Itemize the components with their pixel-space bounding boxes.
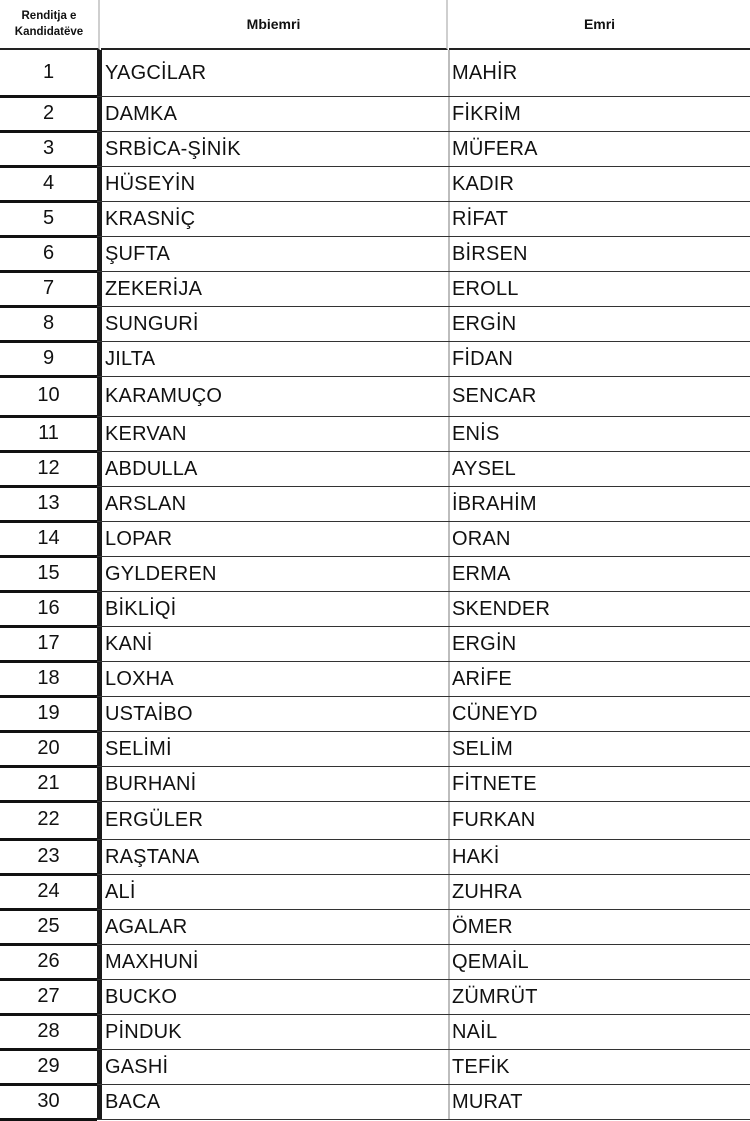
name-cell: BİRSEN (452, 242, 528, 265)
rank-cell: 26 (0, 945, 97, 981)
rank-cell: 27 (0, 980, 97, 1016)
column-divider (448, 202, 450, 236)
name-cell: ERMA (452, 562, 511, 585)
table-row (0, 557, 750, 592)
column-divider (97, 802, 102, 839)
column-divider (97, 132, 102, 166)
name-cell: TEFİK (452, 1055, 510, 1078)
name-cell: FİKRİM (452, 102, 521, 125)
surname-cell: BURHANİ (105, 772, 197, 795)
column-divider (448, 945, 450, 979)
column-divider (448, 522, 450, 556)
table-row (0, 452, 750, 487)
column-divider (97, 592, 102, 626)
column-divider (448, 377, 450, 416)
table-row (0, 840, 750, 875)
surname-cell: RAŞTANA (105, 845, 200, 868)
column-divider (448, 307, 450, 341)
column-divider (97, 97, 102, 131)
table-row (0, 945, 750, 980)
column-divider (97, 840, 102, 874)
rank-cell: 1 (0, 50, 97, 98)
surname-cell: DAMKA (105, 102, 178, 125)
name-cell: AYSEL (452, 457, 516, 480)
column-divider (97, 452, 102, 486)
rank-cell: 7 (0, 272, 97, 308)
rank-cell: 28 (0, 1015, 97, 1051)
column-divider (448, 417, 450, 451)
surname-cell: ŞUFTA (105, 242, 171, 265)
surname-cell: MAXHUNİ (105, 950, 199, 973)
column-divider (448, 167, 450, 201)
column-divider (97, 417, 102, 451)
column-divider (448, 910, 450, 944)
column-divider (97, 377, 102, 416)
rank-cell: 25 (0, 910, 97, 946)
column-divider (97, 522, 102, 556)
name-cell: ERGİN (452, 312, 517, 335)
column-divider (97, 237, 102, 271)
rank-cell: 20 (0, 732, 97, 768)
rank-cell: 16 (0, 592, 97, 628)
column-divider (97, 1015, 102, 1049)
surname-cell: BİKLİQİ (105, 597, 177, 620)
column-divider (97, 697, 102, 731)
name-cell: ERGİN (452, 632, 517, 655)
rank-cell: 15 (0, 557, 97, 593)
column-divider (448, 272, 450, 306)
rank-cell: 30 (0, 1085, 97, 1121)
name-cell: KADIR (452, 172, 515, 195)
surname-cell: KRASNİÇ (105, 207, 196, 230)
rank-cell: 18 (0, 662, 97, 698)
column-divider (97, 980, 102, 1014)
name-cell: FURKAN (452, 809, 536, 831)
name-cell: MÜFERA (452, 137, 538, 160)
surname-cell: KARAMUÇO (105, 385, 223, 407)
column-divider (448, 1085, 450, 1119)
candidate-rows (0, 50, 750, 1120)
surname-cell: USTAİBO (105, 702, 193, 725)
rank-cell: 29 (0, 1050, 97, 1086)
surname-cell: ARSLAN (105, 492, 187, 515)
surname-cell: ERGÜLER (105, 809, 204, 831)
name-cell: SENCAR (452, 385, 537, 407)
table-row (0, 307, 750, 342)
column-divider (448, 237, 450, 271)
table-row (0, 417, 750, 452)
column-divider (97, 945, 102, 979)
surname-cell: HÜSEYİN (105, 172, 196, 195)
table-row (0, 1085, 750, 1120)
name-cell: HAKİ (452, 845, 500, 868)
surname-cell: SUNGURİ (105, 312, 199, 335)
surname-cell: LOXHA (105, 667, 174, 690)
name-cell: CÜNEYD (452, 702, 538, 725)
rank-cell: 14 (0, 522, 97, 558)
column-divider (97, 307, 102, 341)
name-cell: ARİFE (452, 667, 512, 690)
rank-cell: 3 (0, 132, 97, 168)
table-row (0, 167, 750, 202)
table-row (0, 342, 750, 377)
surname-cell: BACA (105, 1090, 161, 1113)
table-row (0, 910, 750, 945)
column-divider (448, 557, 450, 591)
rank-cell: 19 (0, 697, 97, 733)
column-divider (97, 662, 102, 696)
rank-cell: 24 (0, 875, 97, 911)
table-row (0, 980, 750, 1015)
table-row (0, 1015, 750, 1050)
surname-cell: AGALAR (105, 915, 188, 938)
header-rank-line1: Renditja e (21, 10, 77, 22)
column-divider (448, 980, 450, 1014)
column-divider (97, 767, 102, 801)
rank-cell: 11 (0, 417, 97, 453)
column-divider (448, 452, 450, 486)
table-row (0, 592, 750, 627)
table-row (0, 202, 750, 237)
table-row (0, 767, 750, 802)
rank-cell: 17 (0, 627, 97, 663)
table-row (0, 732, 750, 767)
column-divider (97, 1050, 102, 1084)
surname-cell: ABDULLA (105, 457, 198, 480)
column-divider (448, 50, 450, 96)
column-divider (448, 662, 450, 696)
header-surname: Mbiemri (101, 0, 448, 50)
name-cell: ZÜMRÜT (452, 985, 538, 1008)
table-row (0, 662, 750, 697)
surname-cell: KERVAN (105, 422, 187, 445)
table-row (0, 522, 750, 557)
rank-cell: 12 (0, 452, 97, 488)
column-divider (97, 342, 102, 376)
table-row (0, 97, 750, 132)
table-row (0, 50, 750, 97)
rank-cell: 4 (0, 167, 97, 203)
name-cell: SKENDER (452, 597, 551, 620)
rank-cell: 2 (0, 97, 97, 133)
column-divider (97, 875, 102, 909)
rank-cell: 21 (0, 767, 97, 803)
column-divider (448, 342, 450, 376)
column-divider (97, 202, 102, 236)
column-divider (97, 50, 102, 96)
column-divider (97, 1085, 102, 1119)
surname-cell: JILTA (105, 347, 156, 370)
name-cell: RİFAT (452, 207, 509, 230)
name-cell: QEMAİL (452, 950, 529, 973)
surname-cell: GASHİ (105, 1055, 169, 1078)
column-divider (448, 767, 450, 801)
name-cell: ZUHRA (452, 880, 522, 903)
table-row (0, 272, 750, 307)
rank-cell: 9 (0, 342, 97, 378)
table-row (0, 377, 750, 417)
table-row (0, 697, 750, 732)
column-divider (448, 732, 450, 766)
column-divider (97, 732, 102, 766)
surname-cell: GYLDEREN (105, 562, 217, 585)
rank-cell: 5 (0, 202, 97, 238)
surname-cell: SELİMİ (105, 737, 172, 760)
name-cell: MAHİR (452, 61, 518, 84)
name-cell: NAİL (452, 1020, 498, 1043)
name-cell: FİDAN (452, 347, 513, 370)
table-row (0, 802, 750, 840)
column-divider (448, 97, 450, 131)
column-divider (448, 875, 450, 909)
table-row (0, 1050, 750, 1085)
column-divider (448, 697, 450, 731)
column-divider (448, 487, 450, 521)
column-divider (448, 1015, 450, 1049)
surname-cell: SRBİCA-ŞİNİK (105, 137, 241, 160)
rank-cell: 23 (0, 840, 97, 876)
table-row (0, 627, 750, 662)
column-divider (448, 840, 450, 874)
name-cell: FİTNETE (452, 772, 537, 795)
rank-cell: 10 (0, 377, 97, 418)
rank-cell: 22 (0, 802, 97, 841)
surname-cell: KANİ (105, 632, 153, 655)
rank-cell: 8 (0, 307, 97, 343)
name-cell: ORAN (452, 527, 511, 550)
surname-cell: PİNDUK (105, 1020, 182, 1043)
column-divider (97, 167, 102, 201)
column-divider (97, 910, 102, 944)
column-divider (448, 592, 450, 626)
name-cell: İBRAHİM (452, 492, 537, 515)
rank-cell: 13 (0, 487, 97, 523)
surname-cell: YAGCİLAR (105, 61, 207, 84)
table-row (0, 237, 750, 272)
surname-cell: LOPAR (105, 527, 173, 550)
surname-cell: ZEKERİJA (105, 277, 203, 300)
surname-cell: ALİ (105, 880, 136, 903)
rank-cell: 6 (0, 237, 97, 273)
table-row (0, 875, 750, 910)
name-cell: EROLL (452, 277, 519, 300)
name-cell: ÖMER (452, 915, 513, 938)
column-divider (448, 1050, 450, 1084)
name-cell: ENİS (452, 422, 500, 445)
header-name: Emri (449, 0, 750, 50)
column-divider (448, 802, 450, 839)
name-cell: SELİM (452, 737, 514, 760)
table-row (0, 487, 750, 522)
table-row (0, 132, 750, 167)
header-rank (0, 0, 100, 50)
column-divider (448, 627, 450, 661)
header-rank-line2: Kandidatëve (14, 26, 84, 38)
name-cell: MURAT (452, 1090, 523, 1113)
column-divider (97, 557, 102, 591)
column-divider (97, 487, 102, 521)
column-divider (448, 132, 450, 166)
surname-cell: BUCKO (105, 985, 178, 1008)
column-divider (97, 627, 102, 661)
column-divider (97, 272, 102, 306)
